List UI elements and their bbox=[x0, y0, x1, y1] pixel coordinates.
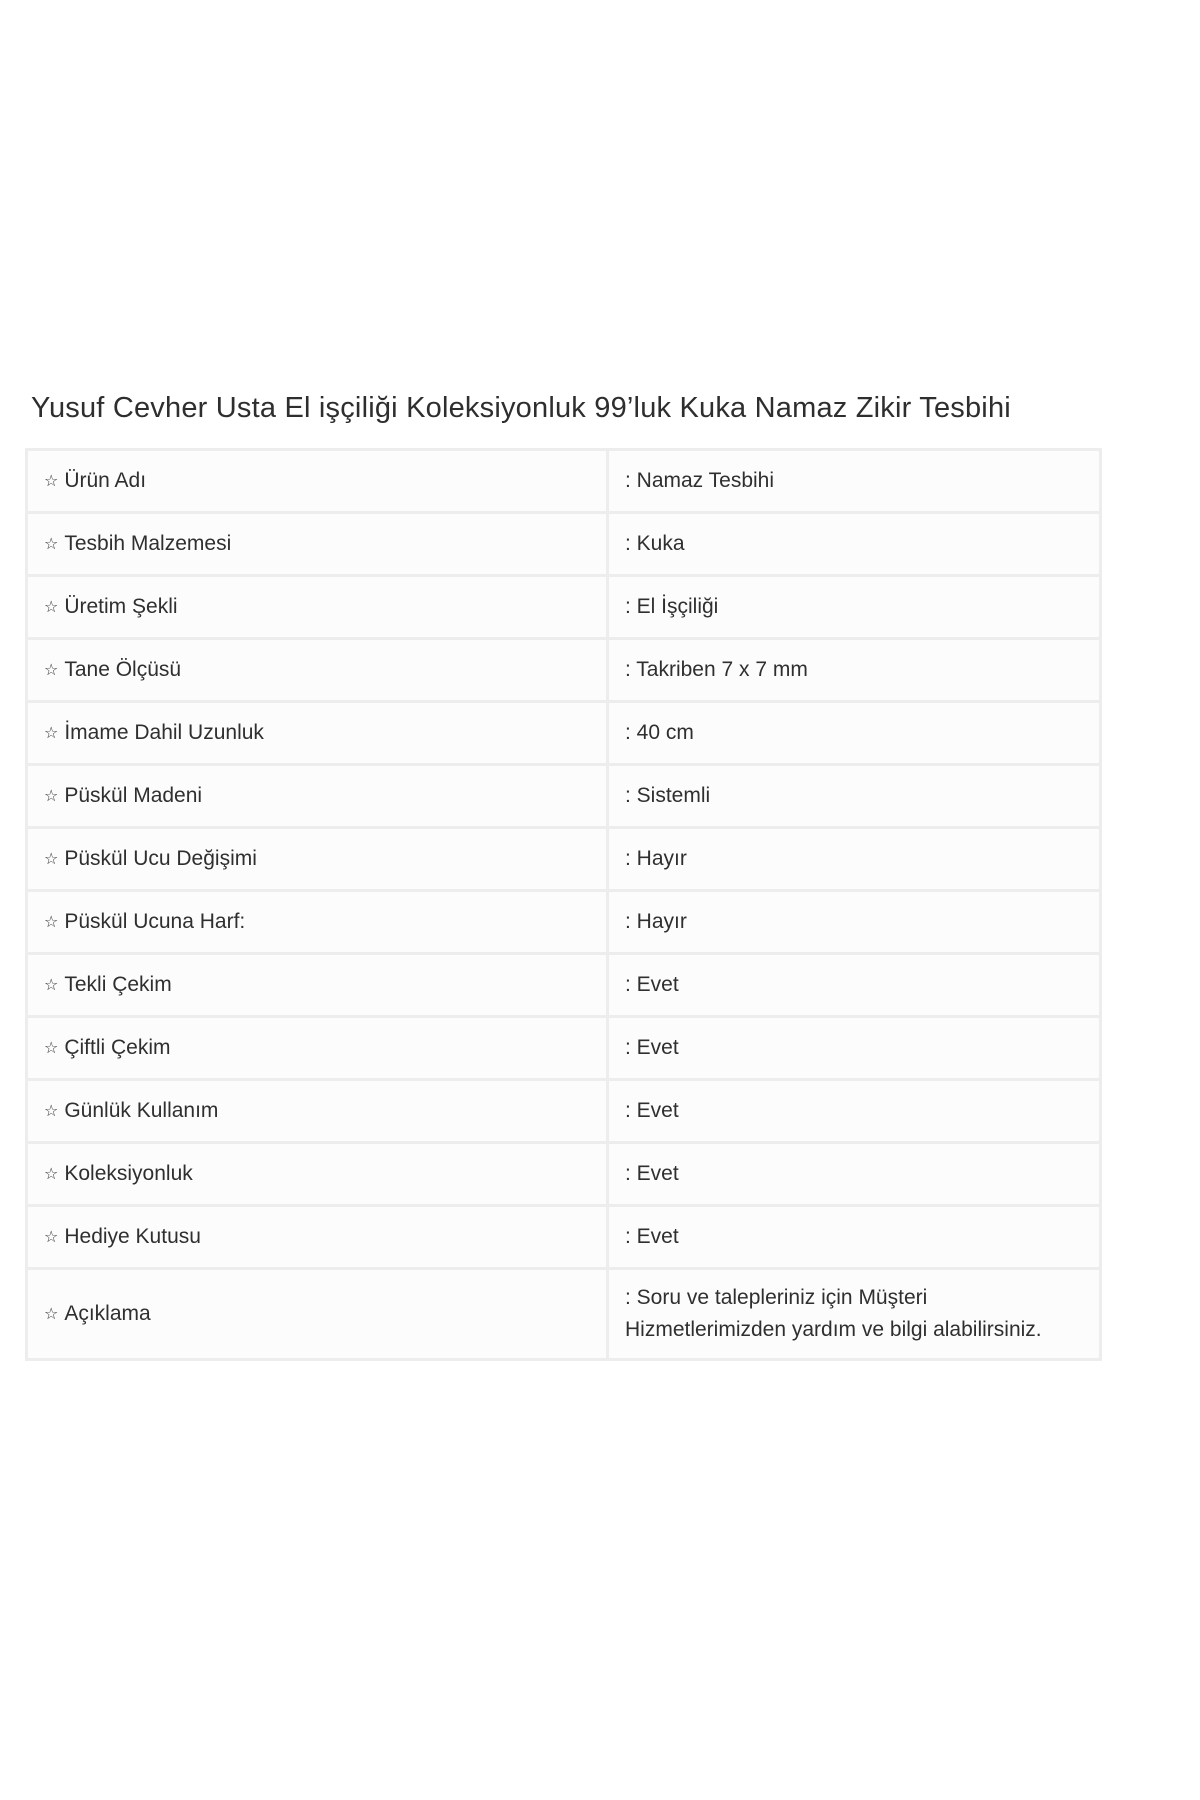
spec-label-cell bbox=[27, 513, 608, 576]
star-icon: ☆ bbox=[44, 534, 59, 553]
star-icon: ☆ bbox=[44, 786, 59, 805]
spec-label: Tesbih Malzemesi bbox=[64, 532, 232, 555]
spec-label-cell bbox=[27, 828, 608, 891]
spec-label: Açıklama bbox=[64, 1302, 151, 1325]
spec-label: İmame Dahil Uzunluk bbox=[64, 721, 264, 744]
spec-label-cell bbox=[27, 1080, 608, 1143]
spec-label: Tekli Çekim bbox=[64, 973, 172, 996]
spec-label-cell bbox=[27, 1206, 608, 1269]
spec-label-cell bbox=[27, 1269, 608, 1360]
spec-value: : Evet bbox=[608, 1080, 1101, 1143]
spec-label: Günlük Kullanım bbox=[64, 1099, 219, 1122]
spec-label-cell bbox=[27, 765, 608, 828]
product-title: Yusuf Cevher Usta El işçiliği Koleksiyonluk 99’luk Kuka Namaz Zikir Tesbihi bbox=[31, 392, 1011, 424]
spec-value: : El İşçiliği bbox=[608, 576, 1101, 639]
spec-value: : Soru ve talepleriniz için Müşteri Hizmetlerimizden yardım ve bilgi alabilirsiniz. bbox=[608, 1269, 1101, 1360]
star-icon: ☆ bbox=[44, 1227, 59, 1246]
star-icon: ☆ bbox=[44, 723, 59, 742]
spec-row-daily-use bbox=[27, 1080, 1101, 1143]
spec-row-tassel-tip-change bbox=[27, 828, 1101, 891]
spec-value: : Evet bbox=[608, 1143, 1101, 1206]
spec-label-cell bbox=[27, 576, 608, 639]
spec-label: Püskül Ucu Değişimi bbox=[64, 847, 257, 870]
spec-label: Ürün Adı bbox=[64, 469, 147, 492]
star-icon: ☆ bbox=[44, 1304, 59, 1323]
spec-label-cell bbox=[27, 702, 608, 765]
spec-table bbox=[25, 448, 1102, 1361]
spec-value: : Hayır bbox=[608, 828, 1101, 891]
spec-label-cell bbox=[27, 1143, 608, 1206]
spec-row-material bbox=[27, 513, 1101, 576]
spec-value: : Evet bbox=[608, 1017, 1101, 1080]
spec-row-length bbox=[27, 702, 1101, 765]
spec-row-description bbox=[27, 1269, 1101, 1360]
star-icon: ☆ bbox=[44, 975, 59, 994]
spec-label: Koleksiyonluk bbox=[64, 1162, 193, 1185]
spec-label-cell bbox=[27, 639, 608, 702]
spec-label-cell bbox=[27, 450, 608, 513]
star-icon: ☆ bbox=[44, 660, 59, 679]
spec-value: : Evet bbox=[608, 954, 1101, 1017]
spec-value: : Namaz Tesbihi bbox=[608, 450, 1101, 513]
spec-label: Üretim Şekli bbox=[64, 595, 178, 618]
spec-label-cell bbox=[27, 891, 608, 954]
spec-value: : Kuka bbox=[608, 513, 1101, 576]
star-icon: ☆ bbox=[44, 849, 59, 868]
spec-label-cell bbox=[27, 1017, 608, 1080]
spec-value: : Hayır bbox=[608, 891, 1101, 954]
spec-label-cell bbox=[27, 954, 608, 1017]
star-icon: ☆ bbox=[44, 1038, 59, 1057]
spec-row-collectible bbox=[27, 1143, 1101, 1206]
spec-label: Tane Ölçüsü bbox=[64, 658, 182, 681]
star-icon: ☆ bbox=[44, 912, 59, 931]
spec-label: Çiftli Çekim bbox=[64, 1036, 171, 1059]
spec-value: : Takriben 7 x 7 mm bbox=[608, 639, 1101, 702]
star-icon: ☆ bbox=[44, 1101, 59, 1120]
spec-row-product-name bbox=[27, 450, 1101, 513]
spec-row-gift-box bbox=[27, 1206, 1101, 1269]
spec-row-bead-size bbox=[27, 639, 1101, 702]
spec-row-single-pull bbox=[27, 954, 1101, 1017]
spec-row-tassel-metal bbox=[27, 765, 1101, 828]
spec-label: Hediye Kutusu bbox=[64, 1225, 201, 1248]
spec-row-tassel-letter bbox=[27, 891, 1101, 954]
star-icon: ☆ bbox=[44, 597, 59, 616]
spec-value: : 40 cm bbox=[608, 702, 1101, 765]
spec-row-double-pull bbox=[27, 1017, 1101, 1080]
spec-label: Püskül Madeni bbox=[64, 784, 203, 807]
star-icon: ☆ bbox=[44, 471, 59, 490]
spec-value: : Sistemli bbox=[608, 765, 1101, 828]
spec-value: : Evet bbox=[608, 1206, 1101, 1269]
star-icon: ☆ bbox=[44, 1164, 59, 1183]
spec-label: Püskül Ucuna Harf: bbox=[64, 910, 246, 933]
spec-row-production bbox=[27, 576, 1101, 639]
